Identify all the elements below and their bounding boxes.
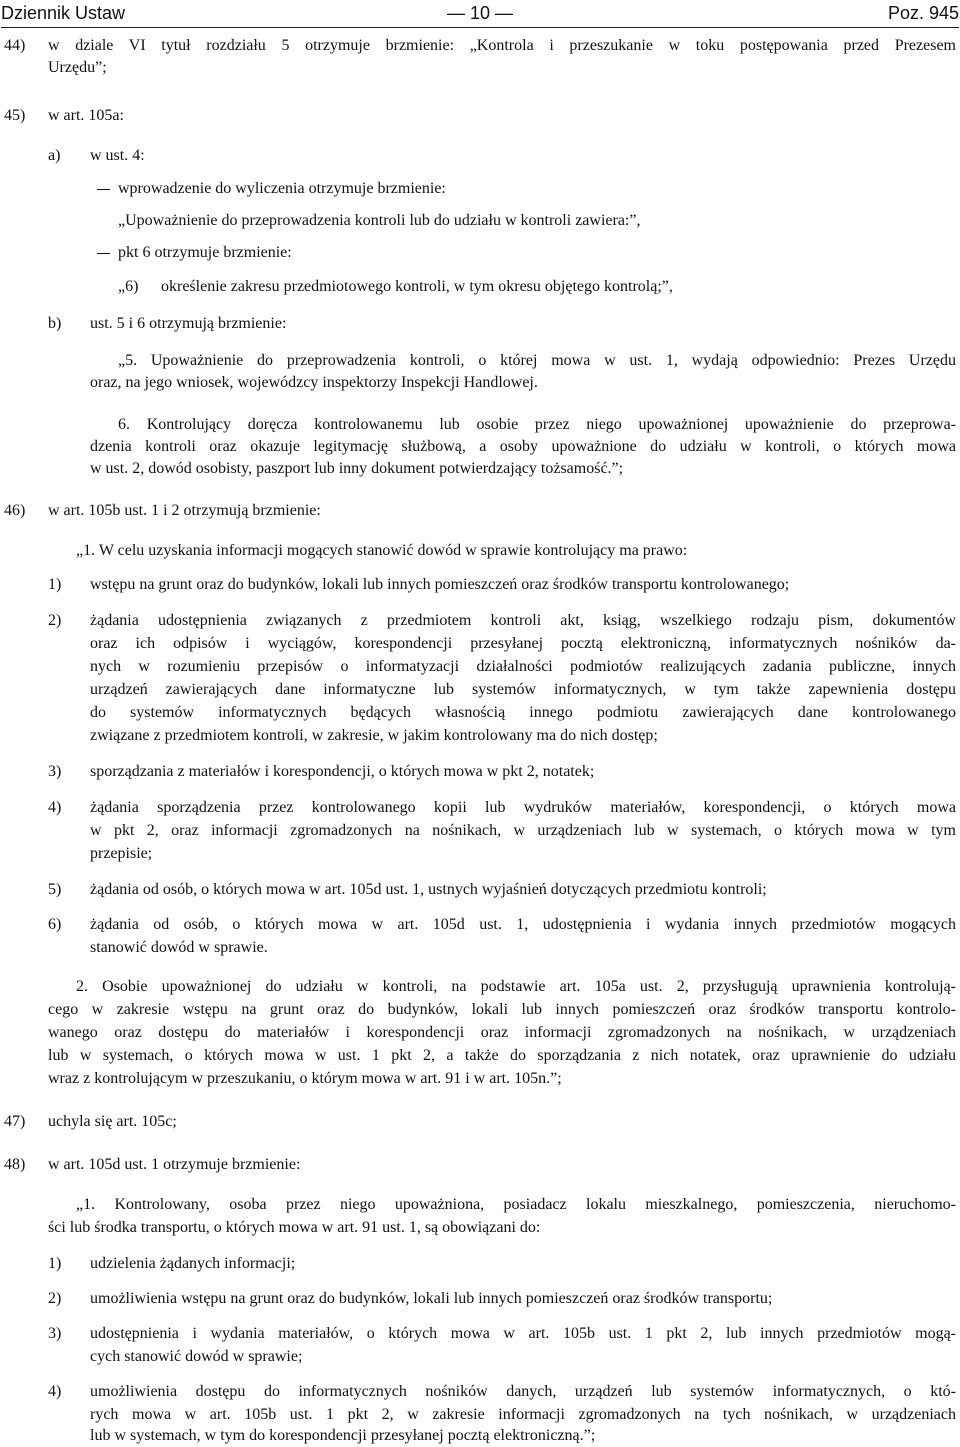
section-5-line-2: oraz, na jego wniosek, wojewódzcy inspektorzy Inspekcji Handlowej.: [90, 374, 538, 391]
item-number-45: 45): [4, 107, 26, 124]
item-48-text: w art. 105d ust. 1 otrzymuje brzmienie:: [48, 1156, 301, 1173]
section-6-line-3: w ust. 2, dowód osobisty, paszport lub inny dokument potwierdzający tożsamość.”;: [90, 460, 624, 477]
point-4-number: 4): [48, 799, 62, 816]
art-105b-ust-1-intro: „1. W celu uzyskania informacji mogących stanowić dowód w sprawie kontrolujący ma prawo:: [76, 542, 688, 559]
point-4-line-2: w pkt 2, oraz informacji zgromadzonych na nośnikach, w urządzeniach lub w systemach, o których mowa w tym: [90, 822, 956, 839]
point-4-line-1: żądania sporządzenia przez kontrolowanego kopii lub wydruków materiałów, korespondencji, o których mowa: [90, 799, 956, 816]
item-46-text: w art. 105b ust. 1 i 2 otrzymują brzmienie:: [48, 502, 321, 519]
point-6-line-1: żądania od osób, o których mowa w art. 105d ust. 1, udostępnienia i wydania innych przedmiotów mogących: [90, 916, 956, 933]
duty-1-text: udzielenia żądanych informacji;: [90, 1255, 296, 1272]
duty-3-line-1: udostępnienia i wydania materiałów, o których mowa w art. 105b ust. 1 pkt 2, lub innych przedmiotów mogą-: [90, 1325, 956, 1342]
letter-b-text: ust. 5 i 6 otrzymują brzmienie:: [90, 315, 287, 332]
point-6-line-2: stanowić dowód w sprawie.: [90, 939, 268, 956]
point-6-number: 6): [48, 916, 62, 933]
duty-2-text: umożliwienia wstępu na grunt oraz do budynków, lokali lub innych pomieszczeń oraz środków transportu;: [90, 1290, 773, 1307]
point-2-line-1: żądania udostępnienia związanych z przedmiotem kontroli akt, ksiąg, wszelkiego rodzaju pism, dokumentów: [90, 612, 956, 629]
duty-1-number: 1): [48, 1255, 62, 1272]
point-1-number: 1): [48, 576, 62, 593]
art-105b-ust-2-line-3: wanego oraz dostępu do materiałów i korespondencji oraz informacji zgromadzonych na nośnikach, w urządzeniach: [48, 1024, 956, 1041]
point-2-line-6: związane z przedmiotem kontroli, w zakresie, w jakim kontrolowany ma do nich dostęp;: [90, 727, 658, 744]
duty-4-line-3: lub w systemach, w tym do korespondencji przesyłanej pocztą elektroniczną.”;: [90, 1427, 596, 1444]
dash-1: [97, 189, 110, 190]
point-5-text: żądania od osób, o których mowa w art. 105d ust. 1, ustnych wyjaśnień dotyczących przedmiotu kontroli;: [90, 881, 767, 898]
duty-2-number: 2): [48, 1290, 62, 1307]
item-45-text: w art. 105a:: [48, 107, 124, 124]
point-2-number: 2): [48, 612, 62, 629]
item-number-48: 48): [4, 1156, 26, 1173]
point-1-text: wstępu na grunt oraz do budynków, lokali lub innych pomieszczeń oraz środków transportu kontrolowanego;: [90, 576, 790, 593]
art-105b-ust-2-line-5: wraz z kontrolującym w przeszukaniu, o którym mowa w art. 91 i w art. 105n.”;: [48, 1070, 562, 1087]
point-3-number: 3): [48, 763, 62, 780]
letter-a-text: w ust. 4:: [90, 147, 145, 164]
section-5-line-1: „5. Upoważnienie do przeprowadzenia kontroli, o której mowa w ust. 1, wydają odpowiednio: Prezes Urzędu: [118, 352, 956, 369]
point-2-line-2: oraz ich odpisów i wyciągów, korespondencji przesyłanej pocztą elektroniczną, informatycznych nośników da-: [90, 635, 956, 652]
point-2-line-5: do systemów informatycznych będących własnością innego podmiotu zawierających dane kontrolowanego: [90, 704, 956, 721]
item-44-line-2: Urzędu”;: [48, 59, 107, 76]
position-number: Poz. 945: [887, 3, 959, 23]
point-4-line-3: przepisie;: [90, 845, 153, 862]
point-2-line-4: urządzeń zawierających dane informatyczne lub systemów informatycznych, w tym także zapewnienia dostępu: [90, 681, 956, 698]
duty-3-line-2: cych stanowić dowód w sprawie;: [90, 1348, 303, 1365]
art-105b-ust-2-line-2: cego w zakresie wstępu na grunt oraz do budynków, lokali lub innych pomieszczeń oraz środków transportu kontrolo-: [48, 1001, 956, 1018]
point-3-text: sporządzania z materiałów i korespondencji, o których mowa w pkt 2, notatek;: [90, 763, 595, 780]
item-number-44: 44): [4, 37, 26, 54]
point-5-number: 5): [48, 881, 62, 898]
art-105d-ust-1-line-1: „1. Kontrolowany, osoba przez niego upoważniona, posiadacz lokalu mieszkalnego, pomieszczenia, nieruchomo-: [76, 1196, 956, 1213]
item-44-line-1: w dziale VI tytuł rozdziału 5 otrzymuje brzmienie: „Kontrola i przeszukanie w toku postępowania przed Prezesem: [48, 37, 956, 54]
item-47-text: uchyla się art. 105c;: [48, 1113, 177, 1130]
indent-2-quote-text: określenie zakresu przedmiotowego kontroli, w tym okresu objętego kontrolą;”,: [161, 278, 673, 295]
indent-2-quote-number: „6): [118, 278, 139, 295]
letter-a: a): [48, 147, 61, 164]
art-105d-ust-1-line-2: ści lub środka transportu, o których mowa w art. 91 ust. 1, są obowiązani do:: [48, 1219, 541, 1236]
page-number: — 10 —: [446, 3, 514, 23]
header-rule: [1, 27, 959, 28]
dash-2: [97, 253, 110, 254]
indent-2-text: pkt 6 otrzymuje brzmienie:: [118, 244, 292, 261]
art-105b-ust-2-line-4: lub w systemach, o których mowa w ust. 1 pkt 2, a także do sporządzania z nich notatek, oraz uprawnienie do udziału: [48, 1047, 956, 1064]
indent-1-text: wprowadzenie do wyliczenia otrzymuje brzmienie:: [118, 180, 446, 197]
item-number-47: 47): [4, 1113, 26, 1130]
point-2-line-3: nych w rozumieniu przepisów o informatyzacji działalności podmiotów realizujących zadania publiczne, innych: [90, 658, 956, 675]
duty-3-number: 3): [48, 1325, 62, 1342]
duty-4-number: 4): [48, 1383, 62, 1400]
item-number-46: 46): [4, 502, 26, 519]
duty-4-line-2: rych mowa w art. 105b ust. 1 pkt 2, w zakresie informacji zgromadzonych na tych nośnikach, w urządzeniach: [90, 1406, 956, 1423]
page-header: [1, 2, 959, 28]
section-6-line-2: dzenia kontroli oraz okazuje legitymację służbową, a osoby upoważnione do udziału w kontroli, o których mowa: [90, 438, 956, 455]
letter-b: b): [48, 315, 62, 332]
duty-4-line-1: umożliwienia dostępu do informatycznych nośników danych, urządzeń lub systemów informatycznych, o któ-: [90, 1383, 956, 1400]
section-6-line-1: 6. Kontrolujący doręcza kontrolowanemu lub osobie przez niego upoważnionej upoważnienie do przeprowa-: [118, 416, 956, 433]
journal-title: Dziennik Ustaw: [1, 3, 126, 23]
indent-1-quote: „Upoważnienie do przeprowadzenia kontroli lub do udziału w kontroli zawiera:”,: [118, 212, 641, 229]
art-105b-ust-2-line-1: 2. Osobie upoważnionej do udziału w kontroli, na podstawie art. 105a ust. 2, przysługują uprawnienia kontrolują-: [76, 978, 956, 995]
